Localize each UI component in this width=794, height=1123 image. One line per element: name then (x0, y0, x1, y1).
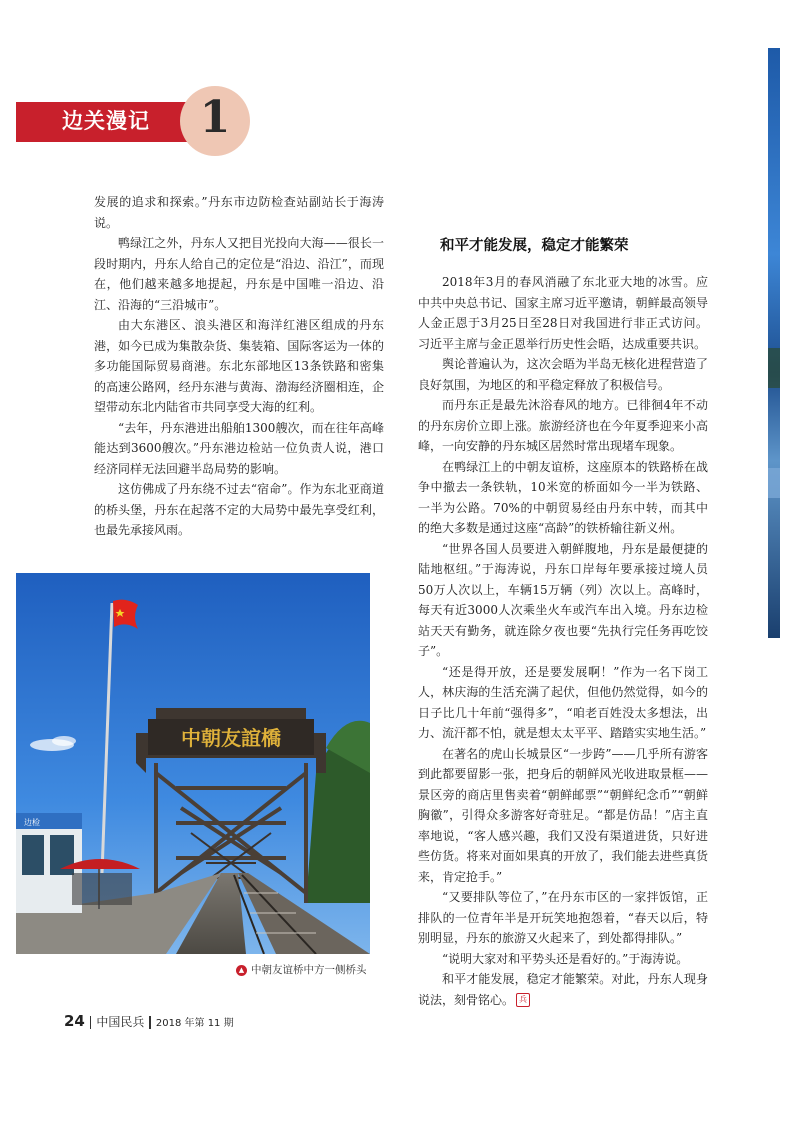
right-paragraph-9: “说明大家对和平势头还是看好的。”于海涛说。 (442, 951, 689, 966)
left-paragraph-1: 发展的追求和探索。”丹东市边防检查站副站长于海涛说。 (94, 195, 384, 230)
closing-sentence: 和平才能发展，稳定才能繁荣。对此，丹东人现身说法，刻骨铭心。 (418, 972, 708, 1007)
footer-separator (90, 1016, 92, 1029)
magazine-name: 中国民兵 (96, 1015, 145, 1029)
caption-text: 中朝友谊桥中方一侧桥头 (251, 964, 367, 976)
footer-separator-2 (149, 1016, 151, 1029)
right-paragraph-10 (418, 969, 708, 1010)
edge-image-strip (768, 48, 780, 638)
bridge-photo (16, 573, 370, 954)
section-number: 1 (199, 92, 231, 143)
edge-strip-drawing (768, 48, 780, 638)
right-column (418, 272, 708, 1010)
end-mark-icon: 兵 (516, 993, 530, 1007)
left-column (94, 192, 384, 541)
section-heading: 和平才能发展，稳定才能繁荣 (440, 238, 629, 254)
issue-label: 2018 年第 11 期 (155, 1018, 234, 1029)
booth-sign-text: 边检 (24, 818, 40, 827)
left-paragraph-3: 由大东港区、浪头港区和海洋红港区组成的丹东港，如今已成为集散杂货、集装箱、国际客运为一体的多功能国际贸易商港。东北东部地区13条铁路和密集的高速公路网，经丹东港与黄海、渤海经济圈相连，企望带动东北内陆省市共同享受大海的红利。 (94, 318, 384, 414)
section-number-circle (180, 86, 250, 156)
left-paragraph-2: 鸭绿江之外，丹东人又把目光投向大海——很长一段时期内，丹东人给自己的定位是“沿边、沿江”，而现在，他们越来越多地提起，丹东是中国唯一沿边、沿江、沿海的“三沿城市”。 (94, 236, 384, 312)
right-paragraph-8: “又要排队等位了，”在丹东市区的一家拌饭馆，正排队的一位青年半是开玩笑地抱怨着，“春天以后，特别明显，丹东的旅游又火起来了，到处都得排队。” (418, 890, 708, 945)
bridge-photo-drawing (16, 573, 370, 954)
left-paragraph-5: 这仿佛成了丹东绕不过去“宿命”。作为东北亚商道的桥头堡，丹东在起落不定的大局势中最先享受红利，也最先承接风雨。 (94, 482, 384, 537)
right-paragraph-7: 在著名的虎山长城景区“一步跨”——几乎所有游客到此都要留影一张，把身后的朝鲜风光收进取景框——景区旁的商店里售卖着“朝鲜邮票”“朝鲜纪念币”“朝鲜胸徽”，引得众多游客好奇驻足。“都是仿品！”店主直率地说，“客人感兴趣，我们又没有渠道进货，只好进些仿货。将来对面如果真的开放了，我们能去进些真货来，肯定抢手。” (418, 746, 708, 884)
right-paragraph-4: 在鸭绿江上的中朝友谊桥，这座原本的铁路桥在战争中撤去一条铁轨，10米宽的桥面如今一半为铁路、一半为公路。70%的中朝贸易经由丹东中转，而其中的绝大多数是通过这座“高龄”的铁桥输往新义州。 (418, 459, 708, 535)
right-paragraph-5: “世界各国人员要进入朝鲜腹地，丹东是最便捷的陆地枢纽。”于海涛说，丹东口岸每年要承接过境人员50万人次以上，车辆15万辆（列）次以上。高峰时，每天有近3000人次乘坐火车或汽车出入境。丹东边检站天天有勤务，就连除夕夜也要“先执行完任务再吃饺子”。 (418, 541, 708, 658)
right-paragraph-3: 而丹东正是最先沐浴春风的地方。已徘徊4年不动的丹东房价立即上涨。旅游经济也在今年夏季迎来小高峰，一向安静的丹东城区居然时常出现堵车现象。 (418, 398, 708, 453)
photo-caption (236, 962, 367, 977)
right-paragraph-2: 舆论普遍认为，这次会晤为半岛无核化进程营造了良好氛围，为地区的和平稳定释放了积极信号。 (418, 357, 708, 392)
triangle-marker-icon: ▲ (236, 965, 247, 976)
section-banner (16, 92, 236, 146)
bridge-sign-text: 中朝友誼橋 (181, 726, 281, 750)
page-footer (64, 1012, 234, 1030)
page-number: 24 (64, 1012, 85, 1030)
left-paragraph-4: “去年，丹东港进出船舶1300艘次，而在往年高峰能达到3600艘次。”丹东港边检站一位负责人说，港口经济同样无法回避半岛局势的影响。 (94, 420, 384, 476)
right-paragraph-6: “还是得开放，还是要发展啊！”作为一名下岗工人，林庆海的生活充满了起伏，但他仍然觉得，如今的日子比几十年前“强得多”，“咱老百姓没太多想法，出力、流汗都不怕，就是想太太平平、踏踏实实地生活。” (418, 664, 708, 740)
right-paragraph-1: 2018年3月的春风消融了东北亚大地的冰雪。应中共中央总书记、国家主席习近平邀请，朝鲜最高领导人金正恩于3月25日至28日对我国进行非正式访问。习近平主席与金正恩举行历史性会晤，达成重要共识。 (418, 275, 708, 351)
section-label: 边关漫记 (62, 108, 150, 133)
